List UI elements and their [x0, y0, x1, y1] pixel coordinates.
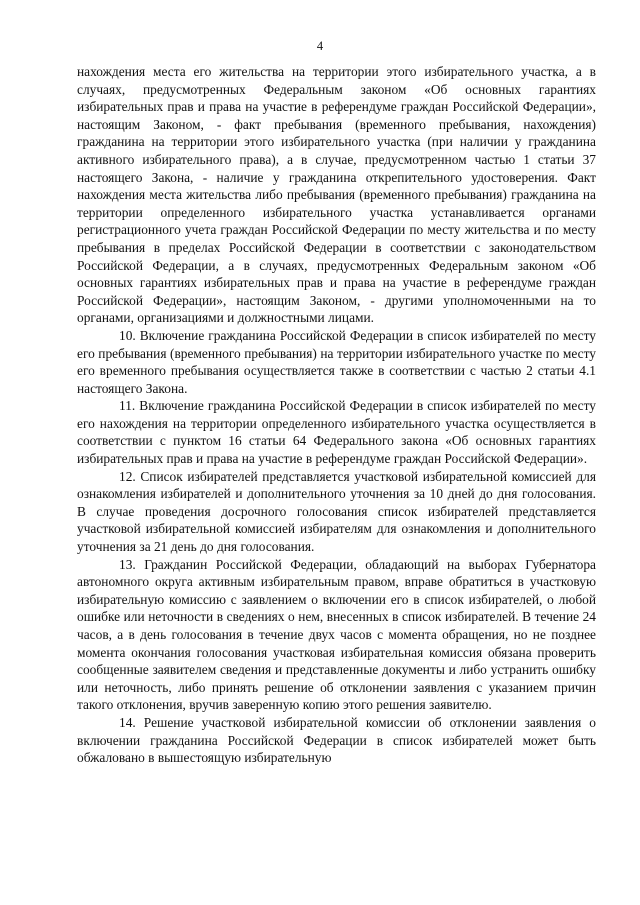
paragraph-11: 11. Включение гражданина Российской Федерации в список избирателей по месту его нахождения на территории определенного избирательного участка осуществляется в соответствии с пунктом 16 статьи 64 Федерального закона «Об основных гарантиях избирательных прав и права на участие в референдуме граждан Российской Федерации». — [77, 398, 596, 467]
paragraph-10: 10. Включение гражданина Российской Федерации в список избирателей по месту его пребывания (временного пребывания) на территории избирательного участке по месту его временного пребывания осуществляется также в соответствии с частью 2 статьи 4.1 настоящего Закона. — [77, 327, 596, 396]
paragraph-12: 12. Список избирателей представляется участковой избирательной комиссией для ознакомления избирателей и дополнительного уточнения за 10 дней до дня голосования. В случае проведения досрочного голосования список избирателей представляется участковой избирательной комиссией избирателям для ознакомления и дополнительного уточнения за 21 день до дня голосования. — [77, 468, 596, 555]
paragraph-14: 14. Решение участковой избирательной комиссии об отклонении заявления о включении гражданина Российской Федерации в список избирателей может быть обжаловано в вышестоящую избирательную — [77, 714, 596, 766]
paragraph-continuation: нахождения места его жительства на территории этого избирательного участка, а в случаях, предусмотренных Федеральным законом «Об основных гарантиях избирательных прав и права на участие в референдуме граждан Российской Федерации», настоящим Законом, - факт пребывания (временного пребывания, нахождения) гражданина на территории этого избирательного участка (при наличии у гражданина активного избирательного права), а в случае, предусмотренном частью 1 статьи 37 настоящего Закона, - наличие у гражданина открепительного удостоверения. Факт нахождения места жительства либо пребывания (временного пребывания) гражданина на территории определенного избирательного участка устанавливается органами регистрационного учета граждан Российской Федерации по месту жительства и по месту пребывания в пределах Российской Федерации в соответствии с законодательством Российской Федерации, а в случаях, предусмотренных Федеральным законом «Об основных гарантиях избирательных прав и права на участие в референдуме граждан Российской Федерации», настоящим Законом, - другими уполномоченными на то органами, организациями и должностными лицами. — [77, 64, 596, 326]
document-body — [77, 63, 596, 767]
page-number: 4 — [316, 39, 324, 53]
paragraph-13: 13. Гражданин Российской Федерации, обладающий на выборах Губернатора автономного округа активным избирательным правом, вправе обратиться в участковую избирательную комиссию с заявлением о включении его в список избирателей, о любой ошибке или неточности в сведениях о нем, внесенных в список избирателей. В течение 24 часов, а в день голосования в течение двух часов с момента обращения, но не позднее момента окончания голосования участковая избирательная комиссия обязана проверить сообщенные заявителем сведения и представленные документы и либо устранить ошибку или неточность, либо принять решение об отклонении заявления с указанием причин такого отклонения, вручив заверенную копию этого решения заявителю. — [77, 556, 596, 713]
